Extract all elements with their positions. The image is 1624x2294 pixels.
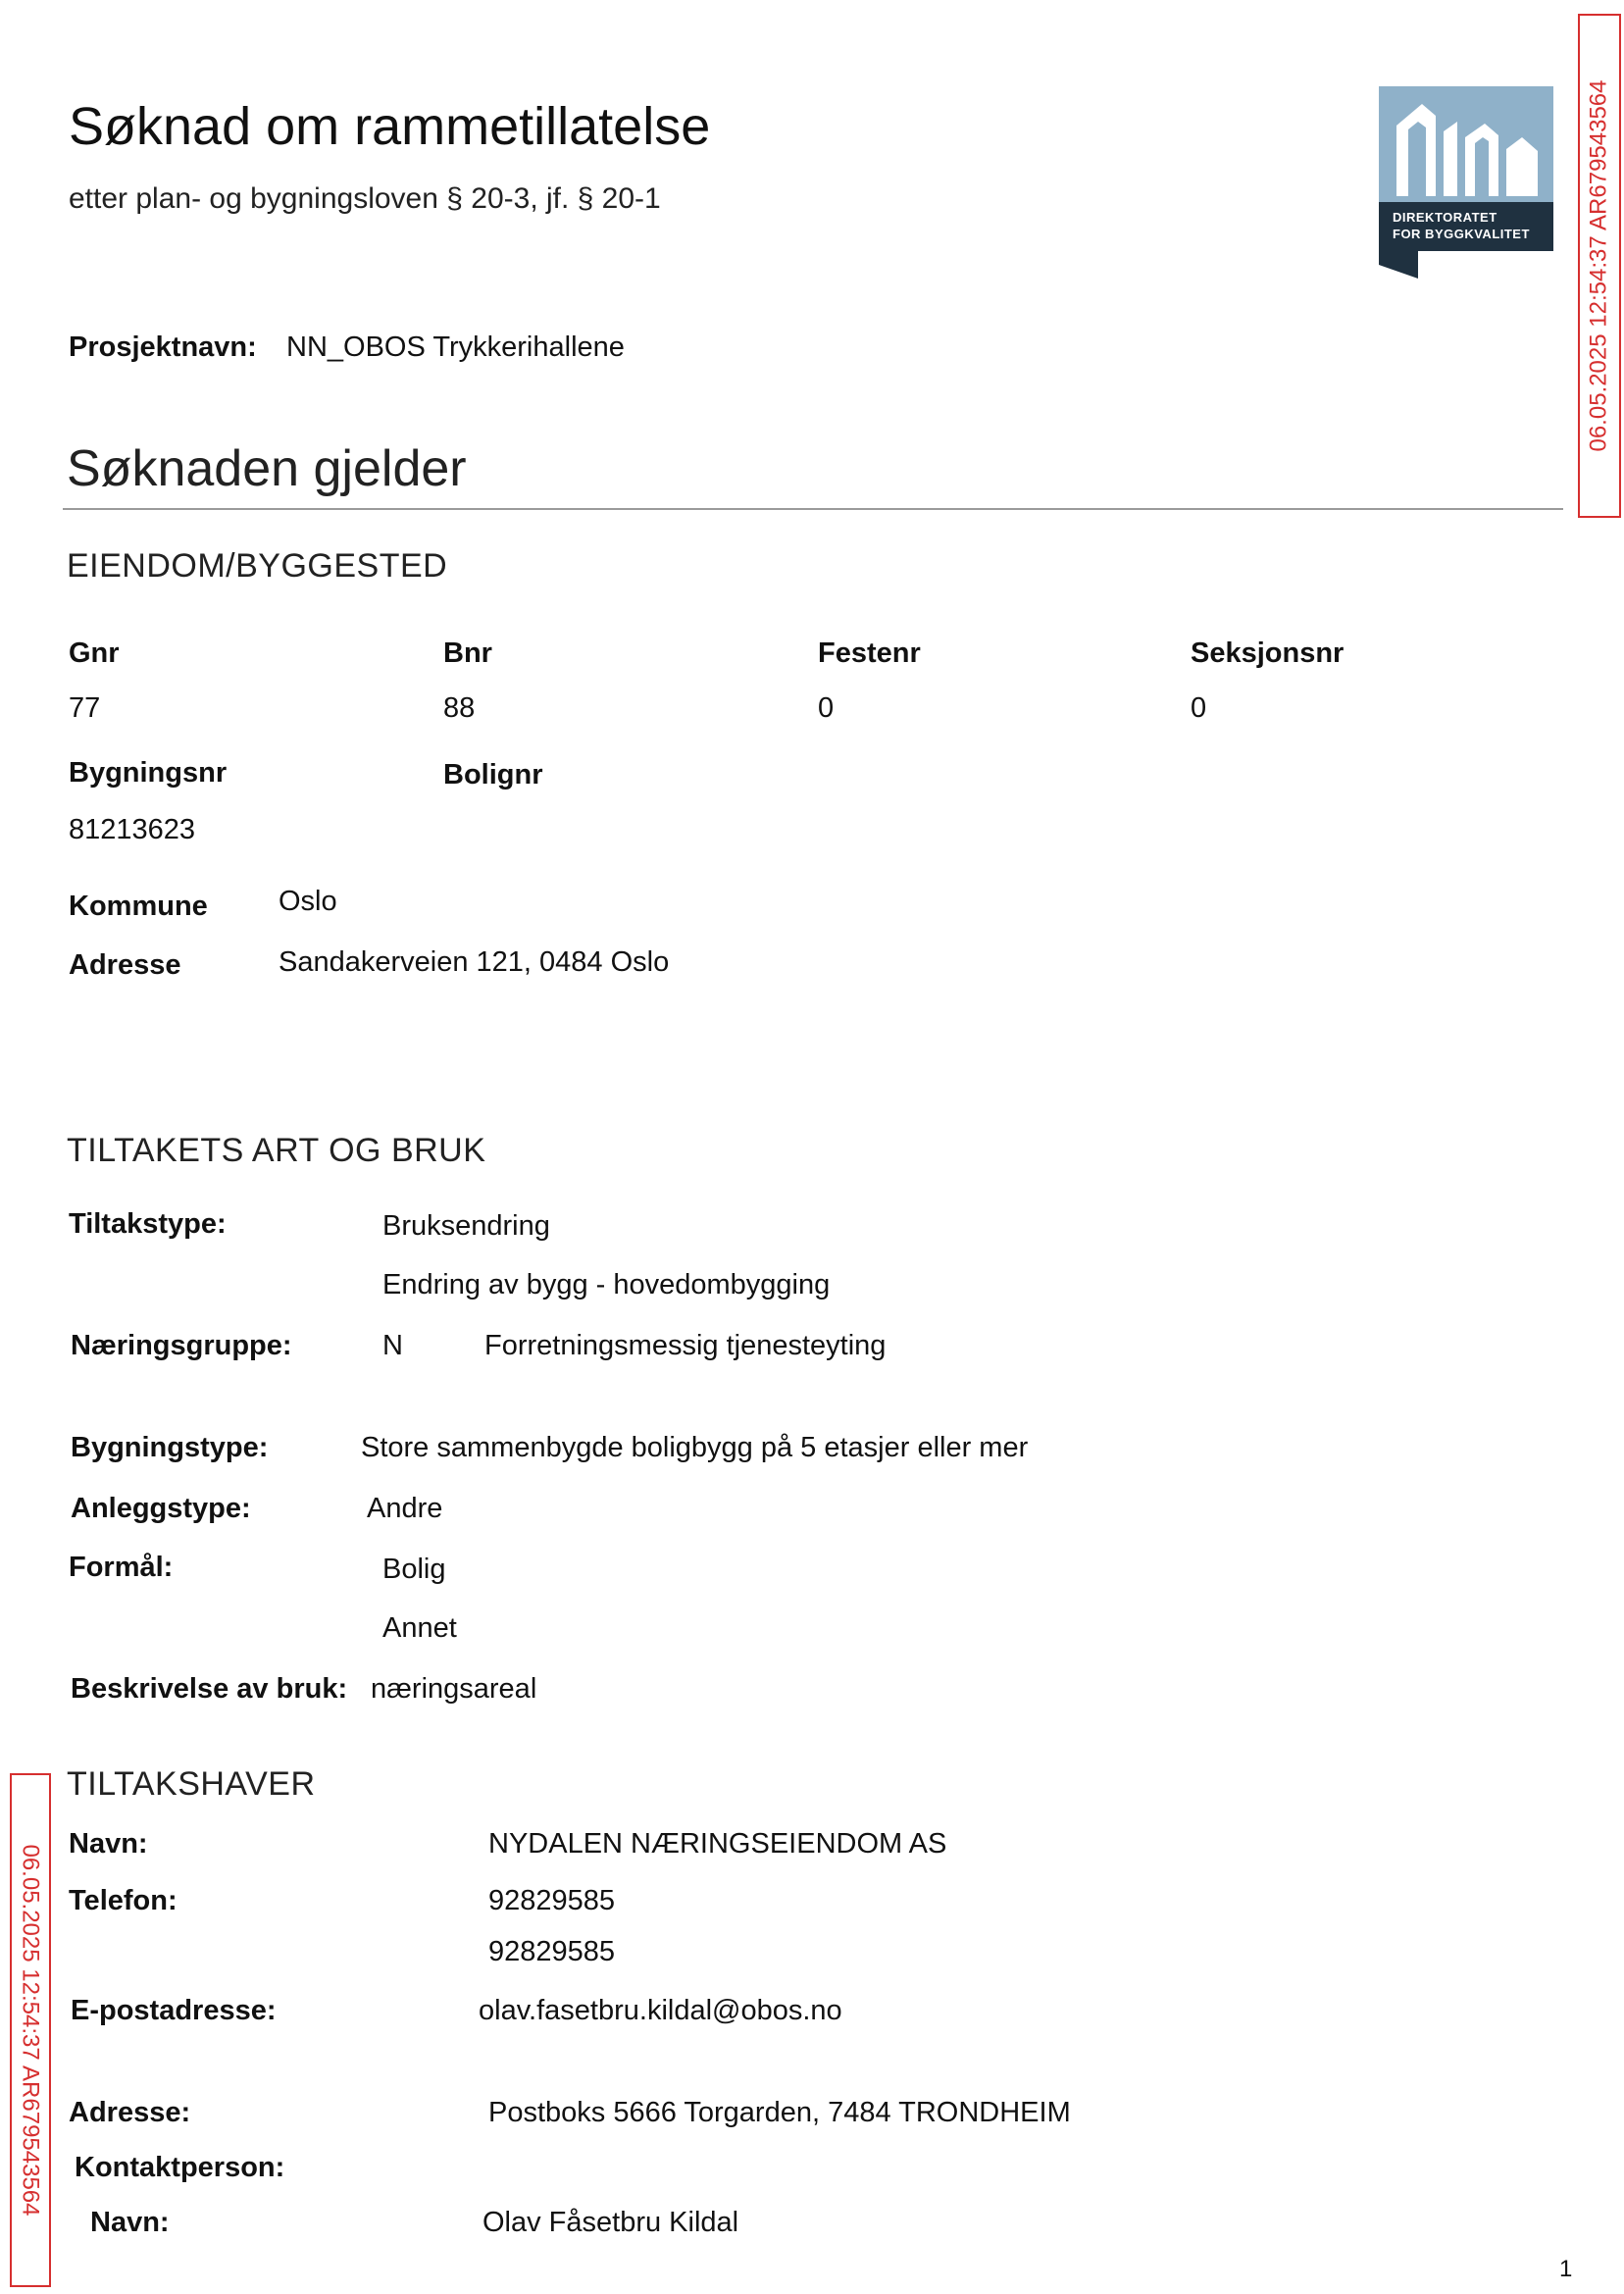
dibk-logo (1379, 86, 1553, 279)
seksjonsnr-label: Seksjonsnr (1191, 637, 1345, 669)
page-title: Søknad om rammetillatelse (69, 97, 711, 156)
formal-value-2: Annet (382, 1612, 457, 1644)
kontakt-name-value: Olav Fåsetbru Kildal (482, 2207, 739, 2238)
logo-text-line2: FOR BYGGKVALITET (1393, 227, 1530, 241)
property-heading: EIENDOM/BYGGESTED (67, 547, 448, 585)
bygningsnr-value: 81213623 (69, 814, 196, 845)
page-subtitle: etter plan- og bygningsloven § 20-3, jf. § 20-1 (69, 182, 661, 215)
bygningstype-value: Store sammenbygde boligbygg på 5 etasjer eller mer (361, 1432, 1029, 1463)
tiltakshaver-heading: TILTAKSHAVER (67, 1765, 316, 1803)
main-heading: Søknaden gjelder (67, 440, 467, 497)
stamp-text-bottom: 06.05.2025 12:54:37 AR679543564 (18, 1844, 44, 2217)
tiltak-heading: TILTAKETS ART OG BRUK (67, 1132, 486, 1169)
tiltakshaver-address-label: Adresse: (69, 2097, 191, 2128)
naeringsgruppe-label: Næringsgruppe: (71, 1330, 292, 1361)
kommune-value: Oslo (279, 886, 337, 917)
tiltakstype-label: Tiltakstype: (69, 1208, 227, 1240)
logo-graphic (1379, 86, 1553, 279)
tiltakstype-value-1: Bruksendring (382, 1210, 550, 1242)
stamp-text-top: 06.05.2025 12:54:37 AR679543564 (1586, 79, 1612, 452)
bygningsnr-label: Bygningsnr (69, 757, 228, 789)
gnr-value: 77 (69, 692, 101, 724)
telefon-value-1: 92829585 (488, 1885, 616, 1916)
beskrivelse-label: Beskrivelse av bruk: (71, 1673, 348, 1705)
bnr-value: 88 (443, 692, 476, 724)
epost-value: olav.fasetbru.kildal@obos.no (479, 1995, 842, 2026)
formal-value-1: Bolig (382, 1554, 446, 1585)
formal-label: Formål: (69, 1552, 174, 1583)
tiltakshaver-name-label: Navn: (69, 1828, 148, 1860)
seksjonsnr-value: 0 (1191, 692, 1207, 724)
anleggstype-value: Andre (367, 1493, 443, 1524)
gnr-label: Gnr (69, 637, 120, 669)
kontaktperson-label: Kontaktperson: (75, 2152, 285, 2183)
logo-text-line1: DIREKTORATET (1393, 210, 1497, 225)
timestamp-stamp-top (1578, 14, 1621, 518)
kontakt-name-label: Navn: (90, 2207, 170, 2238)
bolignr-label: Bolignr (443, 759, 543, 790)
page-number: 1 (1559, 2256, 1573, 2282)
telefon-value-2: 92829585 (488, 1936, 616, 1967)
anleggstype-label: Anleggstype: (71, 1493, 251, 1524)
property-address-label: Adresse (69, 949, 181, 981)
kommune-label: Kommune (69, 891, 208, 922)
naeringsgruppe-code: N (382, 1330, 403, 1361)
beskrivelse-value: næringsareal (371, 1673, 537, 1705)
tiltakshaver-address-value: Postboks 5666 Torgarden, 7484 TRONDHEIM (488, 2097, 1071, 2128)
heading-rule (63, 508, 1563, 510)
project-name-label: Prosjektnavn: (69, 331, 257, 363)
project-name-value: NN_OBOS Trykkerihallene (286, 331, 625, 363)
bygningstype-label: Bygningstype: (71, 1432, 269, 1463)
naeringsgruppe-text: Forretningsmessig tjenesteyting (484, 1330, 887, 1361)
property-address-value: Sandakerveien 121, 0484 Oslo (279, 946, 670, 978)
festenr-value: 0 (818, 692, 835, 724)
festenr-label: Festenr (818, 637, 921, 669)
telefon-label: Telefon: (69, 1885, 178, 1916)
tiltakstype-value-2: Endring av bygg - hovedombygging (382, 1269, 831, 1300)
timestamp-stamp-bottom (10, 1773, 51, 2287)
bnr-label: Bnr (443, 637, 492, 669)
tiltakshaver-name-value: NYDALEN NÆRINGSEIENDOM AS (488, 1828, 947, 1860)
epost-label: E-postadresse: (71, 1995, 277, 2026)
